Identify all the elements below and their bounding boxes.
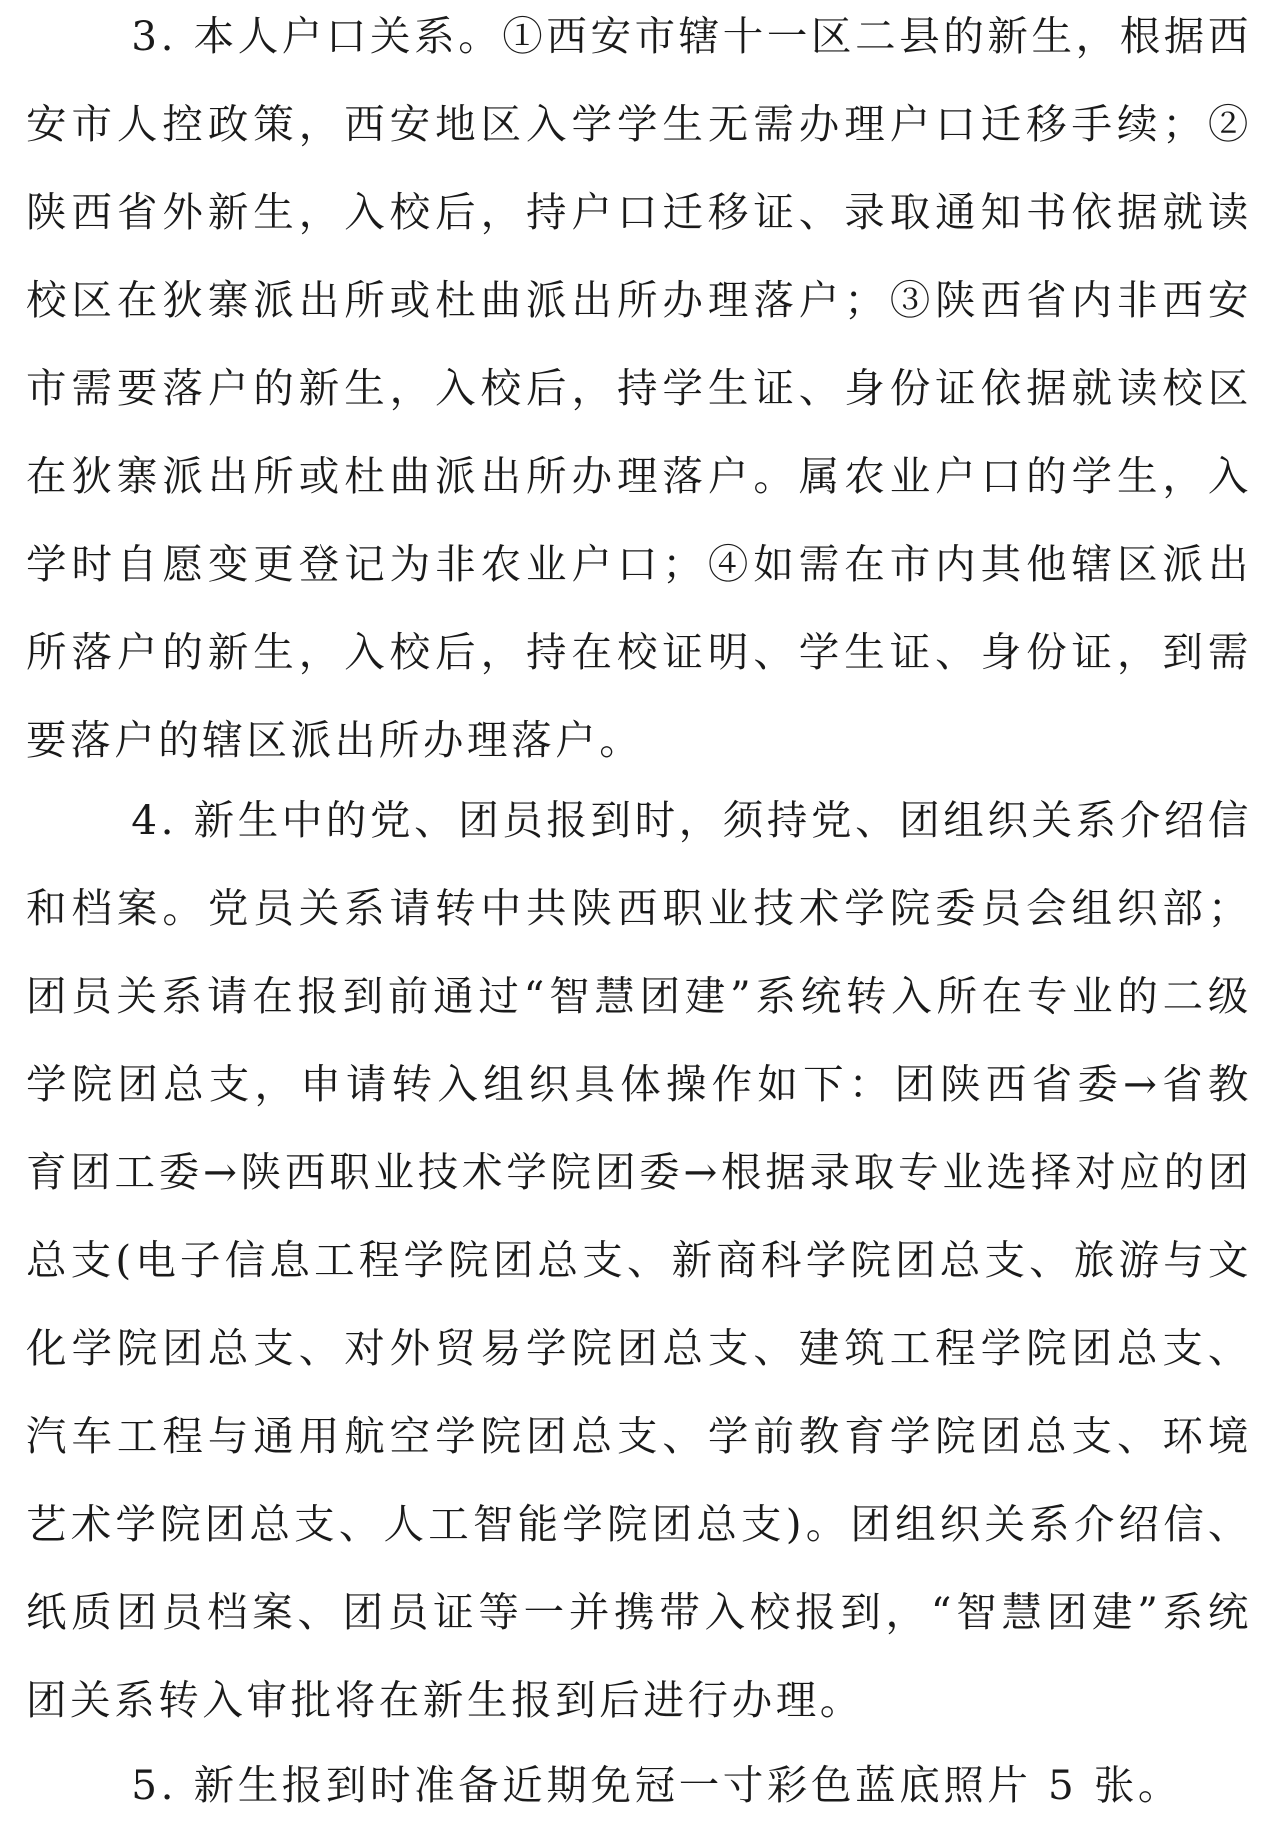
paragraph-photo-requirement: 5. 新生报到时准备近期免冠一寸彩色蓝底照片 5 张。 xyxy=(131,1761,1183,1809)
paragraph-party-league-transfer: 4. 新生中的党、团员报到时，须持党、团组织关系介绍信和档案。党员关系请转中共陕西职业技术学院委员会组织部；团员关系请在报到前通过“智慧团建”系统转入所在专业的二级学院团总支，申请转入组织具体操作如下：团陕西省委→省教育团工委→陕西职业技术学院团委→根据录取专业选择对应的团总支(电子信息工程学院团总支、新商科学院团总支、旅游与文化学院团总支、对外贸易学院团总支、建筑工程学院团总支、汽车工程与通用航空学院团总支、学前教育学院团总支、环境艺术学院团总支、人工智能学院团总支)。团组织关系介绍信、纸质团员档案、团员证等一并携带入校报到，“智慧团建”系统团关系转入审批将在新生报到后进行办理。 xyxy=(26,796,1253,1724)
paragraph-household-registration: 3. 本人户口关系。①西安市辖十一区二县的新生，根据西安市人控政策，西安地区入学学生无需办理户口迁移手续；②陕西省外新生，入校后，持户口迁移证、录取通知书依据就读校区在狄寨派出所或杜曲派出所办理落户；③陕西省内非西安市需要落户的新生，入校后，持学生证、身份证依据就读校区在狄寨派出所或杜曲派出所办理落户。属农业户口的学生，入学时自愿变更登记为非农业户口；④如需在市内其他辖区派出所落户的新生，入校后，持在校证明、学生证、身份证，到需要落户的辖区派出所办理落户。 xyxy=(26,12,1253,764)
